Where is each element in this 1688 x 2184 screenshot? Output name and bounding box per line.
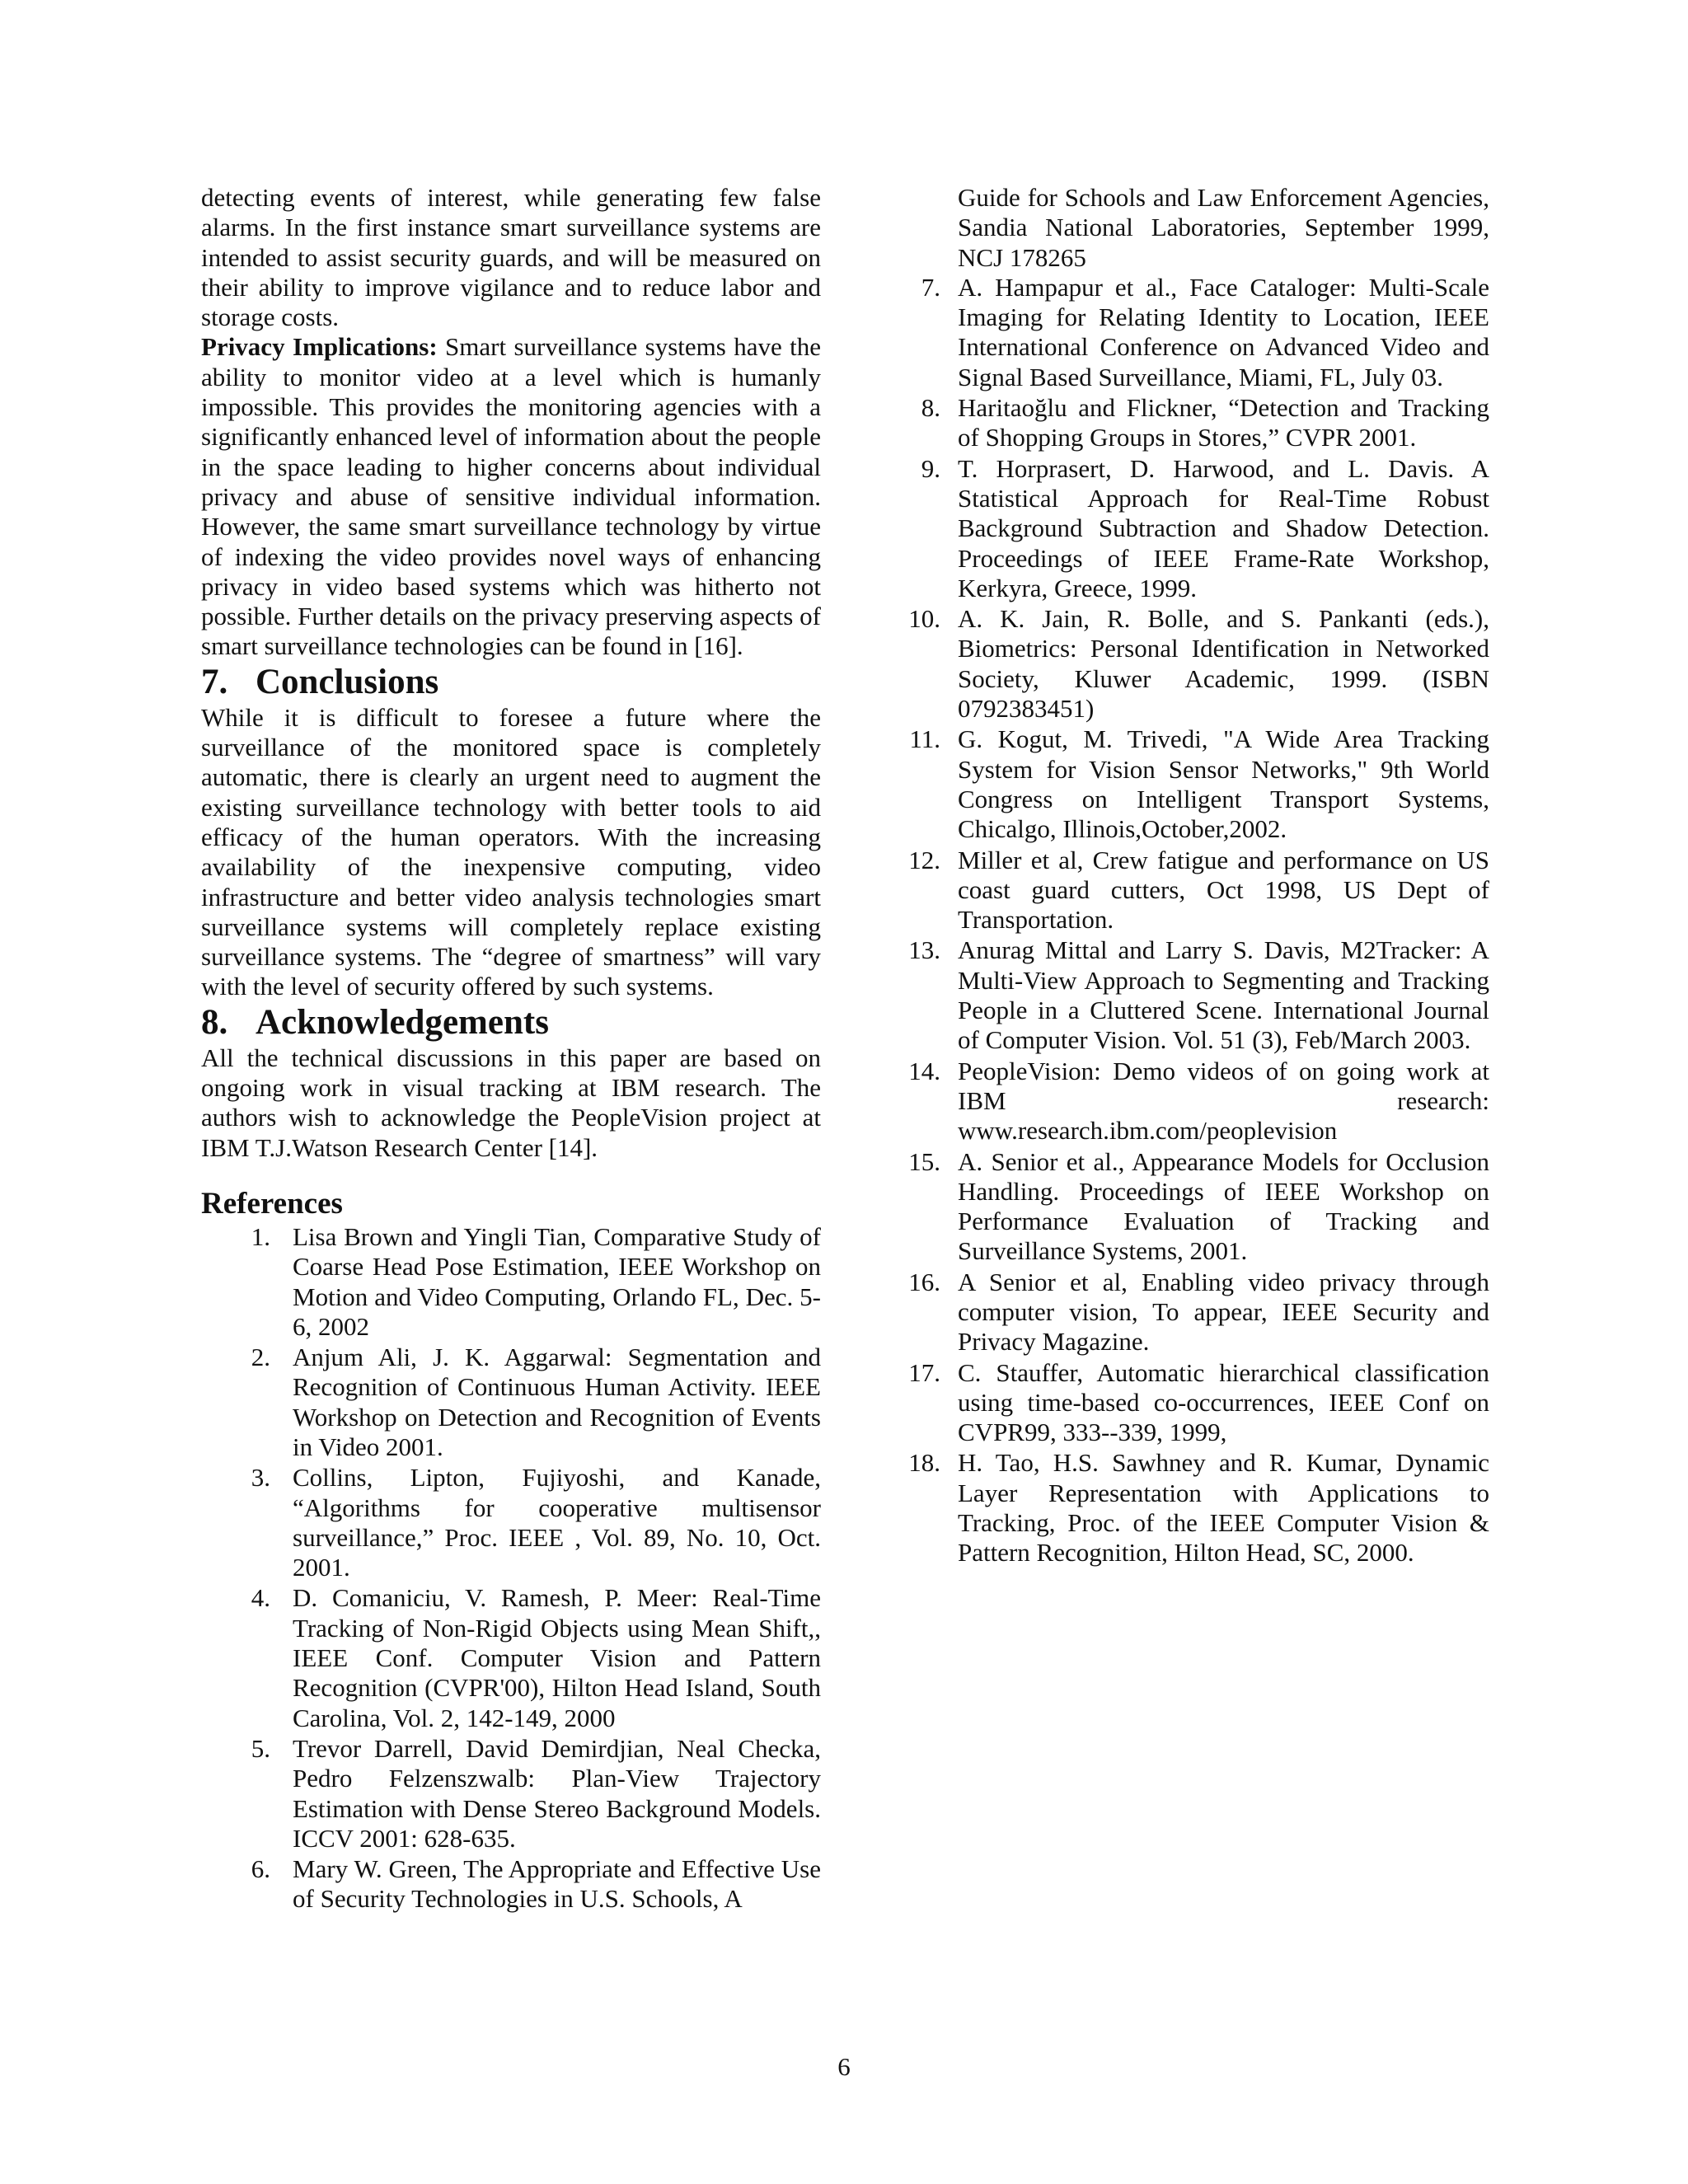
reference-item — [903, 604, 1489, 724]
privacy-text: Smart surveillance systems have the ability to monitor video at a level which is humanly impossible. This provides the monitoring agencies with a significantly enhanced level of information about the people in the space leading to higher concerns about individual privacy and abuse of sensitive individual information. However, the same smart surveillance technology by virtue of indexing the video provides novel ways of enhancing privacy in video based systems which was hitherto not possible. Further details on the privacy preserving aspects of smart surveillance technologies can be found in [16]. — [201, 332, 821, 661]
reference-text: Lisa Brown and Yingli Tian, Comparative Study of Coarse Head Pose Estimation, IEEE Workshop on Motion and Video Computing, Orlando FL, Dec. 5-6, 2002 — [293, 1221, 821, 1341]
reference-number: 7. — [921, 272, 940, 302]
left-column — [201, 183, 821, 1915]
reference-number: 11. — [909, 724, 940, 754]
reference-list-left — [201, 1222, 821, 1915]
conclusions-paragraph: While it is difficult to foresee a future where the surveillance of the monitored space is completely automatic, there is clearly an urgent need to augment the existing surveillance technology with better tools to aid efficacy of the human operators. With the increasing availability of the inexpensive computing, video infrastructure and better video analysis technologies smart surveillance systems will completely replace existing surveillance systems. The “degree of smartness” will vary with the level of security offered by such systems. — [201, 702, 821, 1001]
privacy-runin-heading: Privacy Implications: — [201, 332, 438, 362]
reference-text: Anjum Ali, J. K. Aggarwal: Segmentation and Recognition of Continuous Human Activity. IEEE Workshop on Detection and Recognition of Events in Video 2001. — [293, 1343, 821, 1461]
reference-text: A Senior et al, Enabling video privacy through computer vision, To appear, IEEE Security and Privacy Magazine. — [958, 1267, 1489, 1357]
reference-number: 5. — [251, 1733, 270, 1763]
acknowledgements-paragraph: All the technical discussions in this paper are based on ongoing work in visual tracking at IBM research. The authors wish to acknowledge the PeopleVision project at IBM T.J.Watson Research Center [14]. — [201, 1043, 821, 1162]
acknowledgements-heading — [201, 1002, 821, 1043]
reference-number: 1. — [251, 1221, 270, 1251]
reference-item — [903, 1448, 1489, 1568]
reference-number: 6. — [251, 1854, 270, 1884]
reference-text: D. Comaniciu, V. Ramesh, P. Meer: Real-Time Tracking of Non-Rigid Objects using Mean Shift,, IEEE Conf. Computer Vision and Pattern Recognition (CVPR'00), Hilton Head Island, South Carolina, Vol. 2, 142-149, 2000 — [293, 1583, 821, 1732]
reference-number: 3. — [251, 1463, 270, 1493]
reference-text: C. Stauffer, Automatic hierarchical classification using time-based co-occurrences, IEEE Conf on CVPR99, 333--339, 1999, — [958, 1357, 1489, 1447]
acknowledgements-number: 8. — [201, 1002, 228, 1042]
reference-text: A. K. Jain, R. Bolle, and S. Pankanti (eds.), Biometrics: Personal Identification in Networked Society, Kluwer Academic, 1999. (ISBN 0792383451) — [958, 604, 1489, 724]
reference-number: 2. — [251, 1343, 270, 1372]
privacy-paragraph — [201, 332, 821, 661]
reference-item — [903, 454, 1489, 603]
reference-item — [903, 393, 1489, 453]
reference-number: 18. — [908, 1448, 940, 1478]
reference-number: 17. — [908, 1357, 940, 1387]
conclusions-number: 7. — [201, 662, 228, 701]
reference-text: A. Senior et al., Appearance Models for Occlusion Handling. Proceedings of IEEE Workshop on Performance Evaluation of Tracking and Surveillance Systems, 2001. — [958, 1146, 1489, 1266]
reference-item — [903, 724, 1489, 844]
reference-number: 9. — [921, 453, 940, 483]
reference-item — [903, 273, 1489, 392]
reference-item — [903, 1268, 1489, 1357]
reference-item — [201, 1343, 821, 1462]
reference-text: T. Horprasert, D. Harwood, and L. Davis. A Statistical Approach for Real-Time Robust Background Subtraction and Shadow Detection. Proceedings of IEEE Frame-Rate Workshop, Kerkyra, Greece, 1999. — [958, 453, 1489, 602]
reference-number: 16. — [908, 1267, 940, 1296]
reference-number: 8. — [921, 393, 940, 423]
reference-item — [201, 1463, 821, 1582]
reference-text: Trevor Darrell, David Demirdjian, Neal Checka, Pedro Felzenszwalb: Plan-View Trajectory Estimation with Dense Stereo Background Models. ICCV 2001: 628-635. — [293, 1733, 821, 1853]
reference-item — [201, 1222, 821, 1342]
reference-item — [903, 1147, 1489, 1267]
reference-text: H. Tao, H.S. Sawhney and R. Kumar, Dynamic Layer Representation with Applications to Tracking, Proc. of the IEEE Computer Vision & Pattern Recognition, Hilton Head, SC, 2000. — [958, 1448, 1489, 1568]
right-column — [903, 183, 1489, 1569]
page-number: 6 — [837, 2052, 851, 2081]
reference-text: Miller et al, Crew fatigue and performance on US coast guard cutters, Oct 1998, US Dept of Transportation. — [958, 845, 1489, 935]
reference-text: A. Hampapur et al., Face Cataloger: Multi-Scale Imaging for Relating Identity to Location, IEEE International Conference on Advanced Video and Signal Based Surveillance, Miami, FL, July 03. — [958, 272, 1489, 391]
reference-text: Haritaoğlu and Flickner, “Detection and Tracking of Shopping Groups in Stores,” CVPR 2001. — [958, 393, 1489, 452]
reference-item — [903, 846, 1489, 935]
reference-item — [903, 1358, 1489, 1448]
conclusions-title: Conclusions — [256, 662, 439, 701]
reference-item — [903, 935, 1489, 1055]
reference-number: 12. — [908, 845, 940, 874]
intro-paragraph: detecting events of interest, while generating few false alarms. In the first instance smart surveillance systems are intended to assist security guards, and will be measured on their ability to improve vigilance and to reduce labor and storage costs. — [201, 183, 821, 332]
reference-number: 15. — [908, 1146, 940, 1176]
reference-number: 14. — [908, 1056, 940, 1085]
reference-text: Mary W. Green, The Appropriate and Effective Use of Security Technologies in U.S. Schools, A — [293, 1854, 821, 1914]
acknowledgements-title: Acknowledgements — [256, 1002, 549, 1042]
reference-text: G. Kogut, M. Trivedi, "A Wide Area Tracking System for Vision Sensor Networks," 9th World Congress on Intelligent Transport Systems, Chicalgo, Illinois,October,2002. — [958, 724, 1489, 844]
reference-6-continuation: Guide for Schools and Law Enforcement Agencies, Sandia National Laboratories, September 1999, NCJ 178265 — [958, 183, 1489, 272]
reference-text: Collins, Lipton, Fujiyoshi, and Kanade, “Algorithms for cooperative multisensor surveillance,” Proc. IEEE , Vol. 89, No. 10, Oct. 2001. — [293, 1463, 821, 1582]
conclusions-heading — [201, 662, 821, 703]
reference-text: PeopleVision: Demo videos of on going work at IBM research: www.research.ibm.com/peoplevision — [958, 1056, 1489, 1146]
reference-item — [201, 1583, 821, 1732]
reference-item — [201, 1734, 821, 1854]
reference-item — [201, 1854, 821, 1915]
reference-list-right — [903, 273, 1489, 1568]
reference-number: 4. — [251, 1583, 270, 1613]
reference-number: 13. — [908, 935, 940, 965]
reference-text: Anurag Mittal and Larry S. Davis, M2Tracker: A Multi-View Approach to Segmenting and Tracking People in a Cluttered Scene. International Journal of Computer Vision. Vol. 51 (3), Feb/March 2003. — [958, 935, 1489, 1055]
references-heading: References — [201, 1186, 343, 1221]
reference-number: 10. — [908, 604, 940, 634]
reference-item — [903, 1057, 1489, 1146]
